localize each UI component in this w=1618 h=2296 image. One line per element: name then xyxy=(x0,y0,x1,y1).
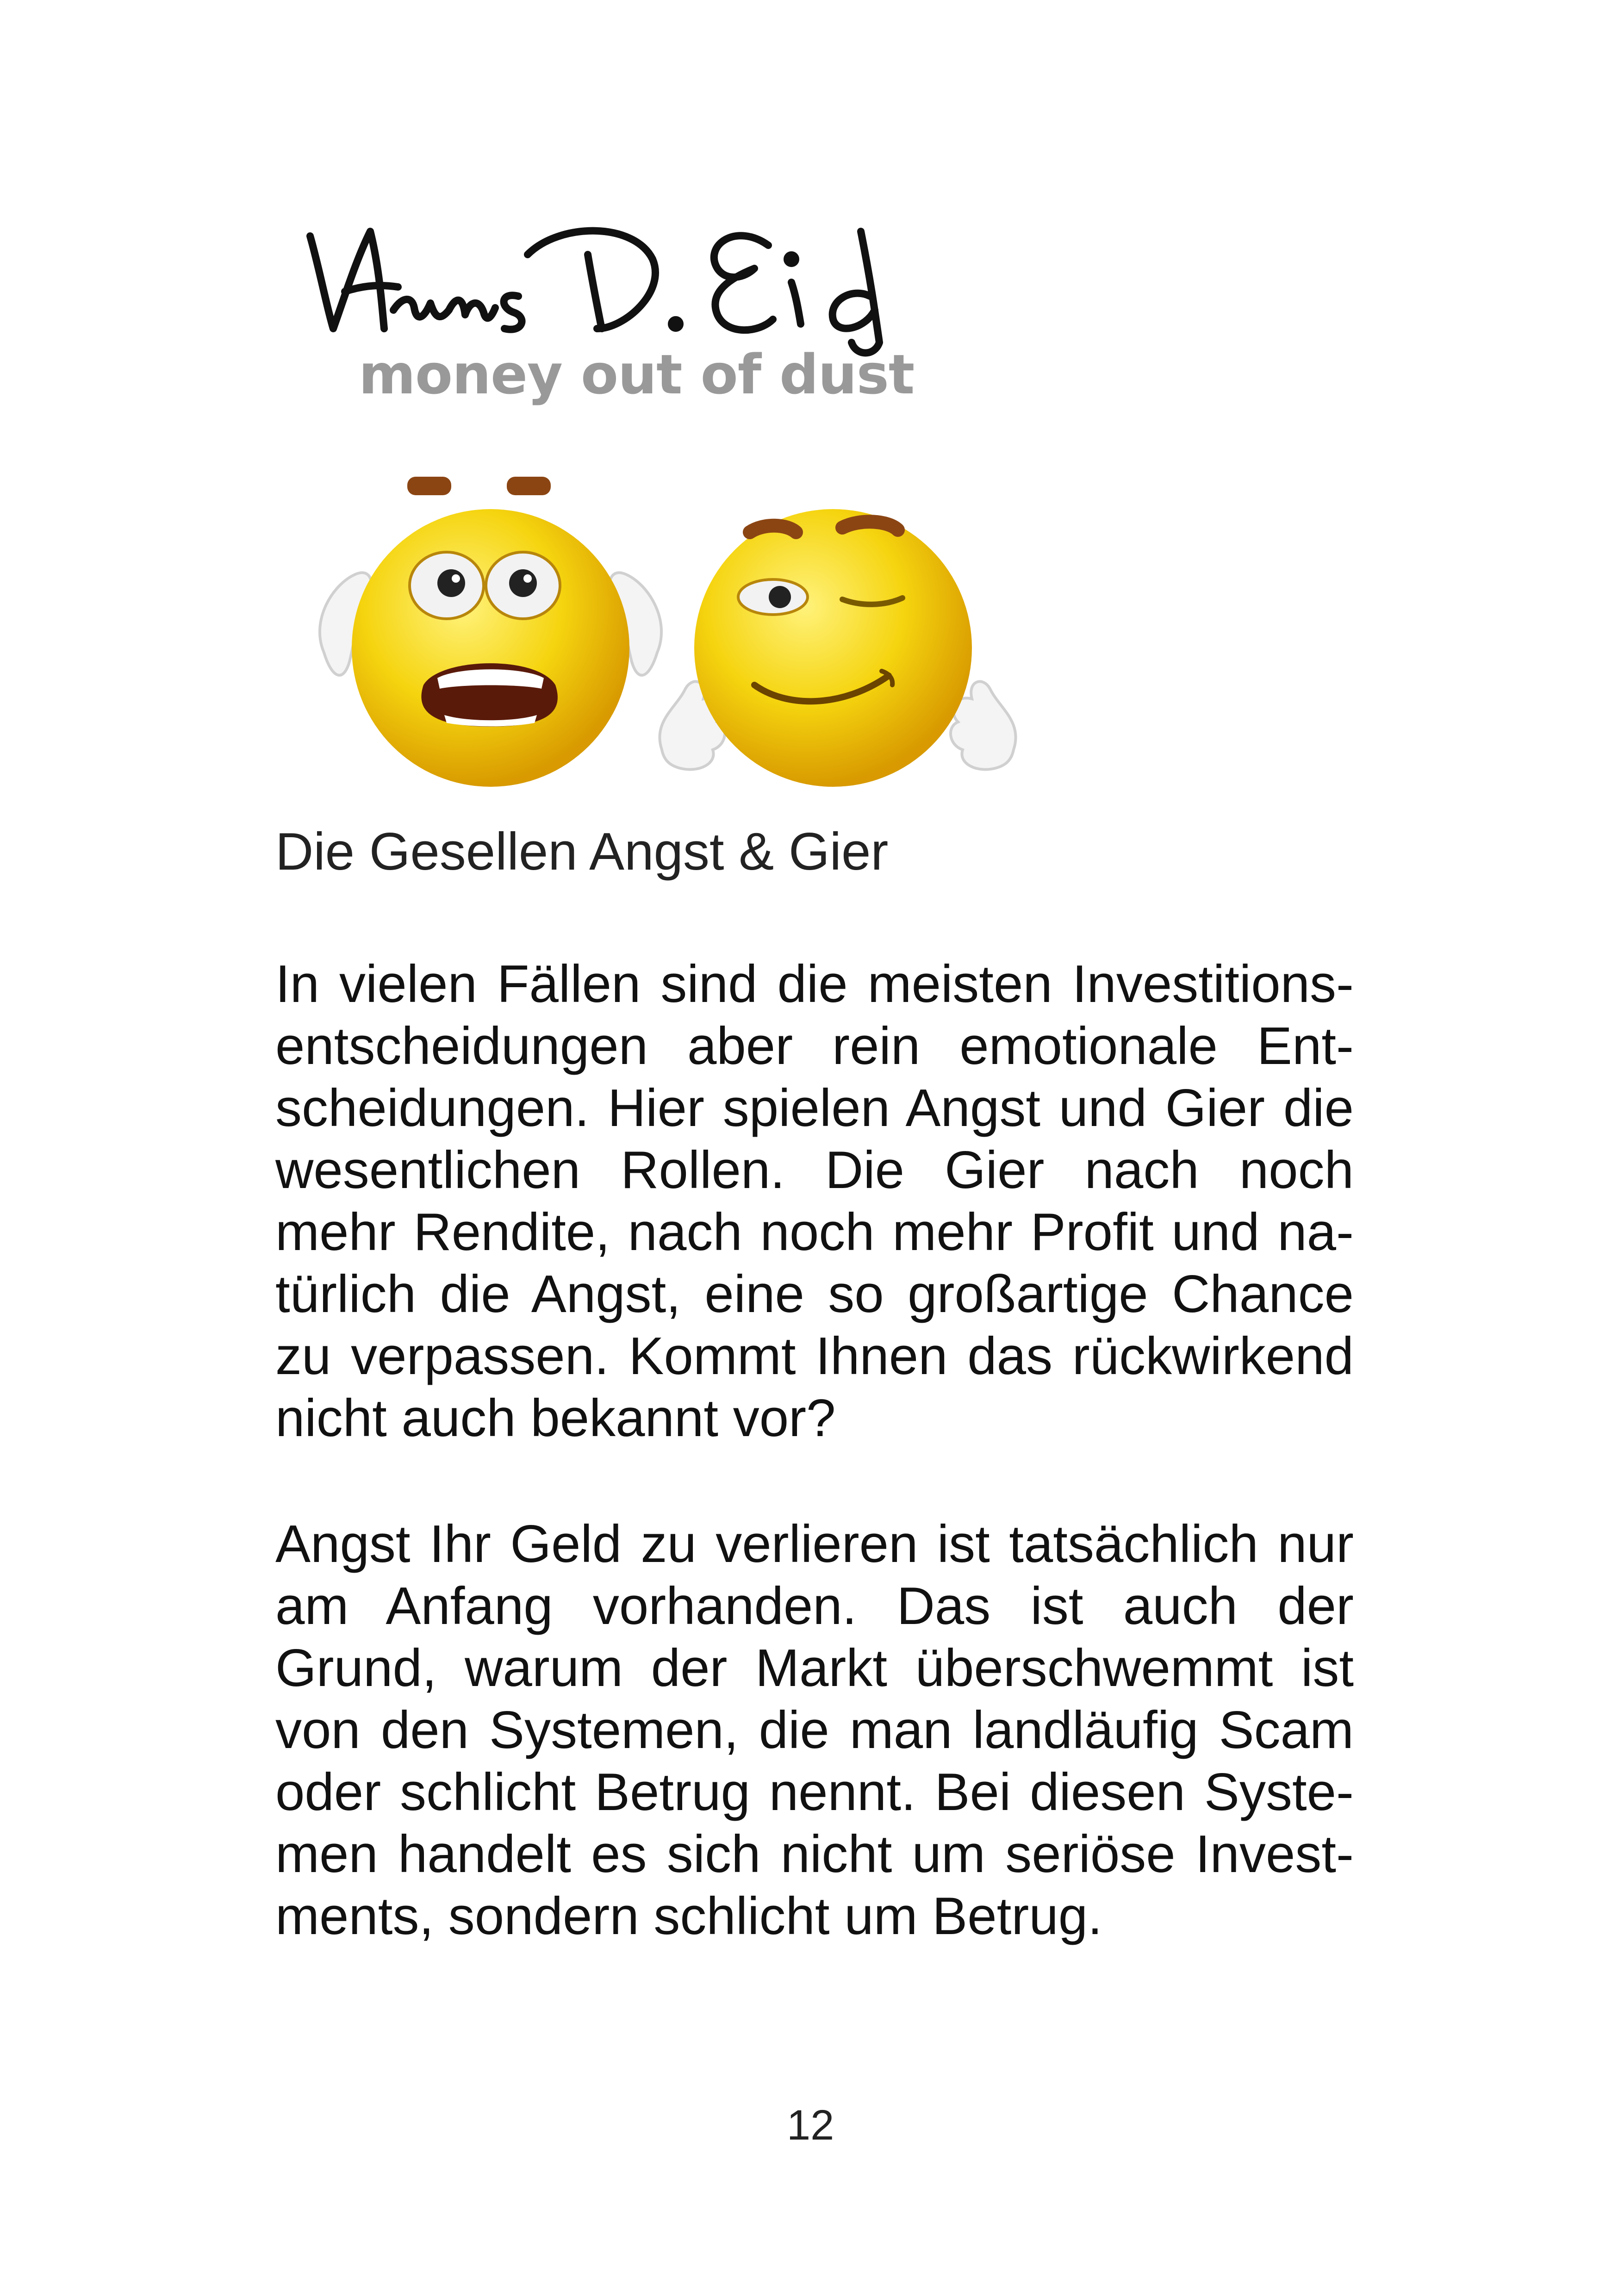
scared-emoji-icon xyxy=(305,467,676,801)
winking-emoji-icon xyxy=(648,491,1027,824)
body-paragraph-1: In vielen Fällen sind die meisten Investitionsentscheidungen aber rein emotionale Entscheidungen. Hier spielen Angst und Gier die wesentlichen Rollen. Die Gier nach noch mehr Rendite, nach noch mehr Profit und natürlich die Angst, eine so großartige Chance zu verpassen. Kommt Ihnen das rückwirkend nicht auch bekannt vor? xyxy=(275,955,1354,1448)
body-paragraph-2: Angst Ihr Geld zu verlieren ist tatsächlich nur am Anfang vorhanden. Das ist auch der Grund, warum der Markt überschwemmt ist von den Systemen, die man landläufig Scam oder schlicht Betrug nennt. Bei diesen Systemen handelt es sich nicht um seriöse Investments, sondern schlicht um Betrug. xyxy=(275,1515,1354,1946)
tagline: money out of dust xyxy=(359,342,915,406)
page-number: 12 xyxy=(787,2102,834,2149)
section-heading: Die Gesellen Angst & Gier xyxy=(275,822,889,881)
